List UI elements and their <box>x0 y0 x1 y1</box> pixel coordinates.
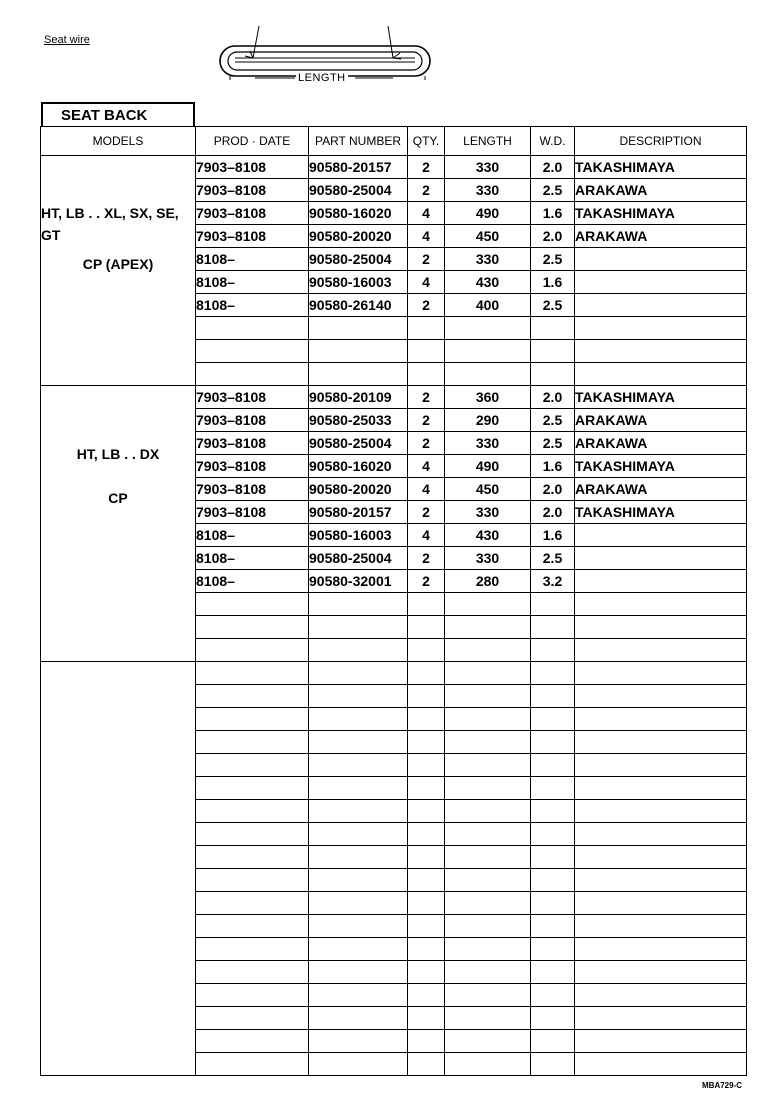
row-length: 330 <box>445 501 531 524</box>
row-qty <box>408 984 445 1007</box>
row-prod-date: 7903–8108 <box>196 432 309 455</box>
row-wd <box>531 915 575 938</box>
row-part-number <box>309 777 408 800</box>
row-prod-date <box>196 363 309 386</box>
row-wd: 2.0 <box>531 501 575 524</box>
row-qty <box>408 363 445 386</box>
row-wd <box>531 777 575 800</box>
row-prod-date: 8108– <box>196 294 309 317</box>
row-part-number: 90580-25004 <box>309 432 408 455</box>
row-wd: 1.6 <box>531 202 575 225</box>
models-line: HT, LB . . DX <box>76 446 160 462</box>
row-wd: 2.5 <box>531 547 575 570</box>
row-description <box>575 1007 747 1030</box>
row-wd <box>531 892 575 915</box>
row-prod-date <box>196 685 309 708</box>
row-qty <box>408 731 445 754</box>
row-length <box>445 961 531 984</box>
figure-code: MBA729-C <box>702 1081 743 1090</box>
row-wd <box>531 823 575 846</box>
row-wd <box>531 616 575 639</box>
row-description <box>575 317 747 340</box>
row-prod-date <box>196 1007 309 1030</box>
row-prod-date: 7903–8108 <box>196 202 309 225</box>
row-description <box>575 915 747 938</box>
row-qty: 2 <box>408 248 445 271</box>
row-prod-date <box>196 961 309 984</box>
row-part-number <box>309 662 408 685</box>
row-wd <box>531 317 575 340</box>
row-length: 430 <box>445 524 531 547</box>
row-prod-date <box>196 662 309 685</box>
row-prod-date: 8108– <box>196 570 309 593</box>
row-part-number: 90580-26140 <box>309 294 408 317</box>
row-description <box>575 892 747 915</box>
length-label: LENGTH <box>298 72 346 84</box>
row-part-number: 90580-20157 <box>309 501 408 524</box>
row-wd: 2.5 <box>531 248 575 271</box>
row-description <box>575 685 747 708</box>
row-qty: 2 <box>408 570 445 593</box>
row-length <box>445 869 531 892</box>
row-length: 330 <box>445 432 531 455</box>
row-part-number: 90580-16003 <box>309 271 408 294</box>
col-models: MODELS <box>41 127 196 156</box>
row-wd: 1.6 <box>531 455 575 478</box>
row-part-number <box>309 892 408 915</box>
row-qty <box>408 317 445 340</box>
row-length: 490 <box>445 202 531 225</box>
row-prod-date <box>196 984 309 1007</box>
row-qty <box>408 616 445 639</box>
row-part-number <box>309 593 408 616</box>
row-wd <box>531 869 575 892</box>
row-description <box>575 616 747 639</box>
row-length <box>445 984 531 1007</box>
row-length: 450 <box>445 478 531 501</box>
row-wd <box>531 1030 575 1053</box>
row-prod-date: 8108– <box>196 547 309 570</box>
row-length: 450 <box>445 225 531 248</box>
models-line: CP <box>108 490 128 506</box>
row-part-number <box>309 984 408 1007</box>
row-part-number <box>309 938 408 961</box>
row-wd <box>531 363 575 386</box>
models-cell <box>41 386 196 662</box>
row-part-number: 90580-25004 <box>309 179 408 202</box>
row-description <box>575 340 747 363</box>
row-part-number <box>309 754 408 777</box>
row-wd: 3.2 <box>531 570 575 593</box>
row-qty: 2 <box>408 501 445 524</box>
row-qty: 4 <box>408 225 445 248</box>
row-prod-date: 8108– <box>196 271 309 294</box>
row-description: TAKASHIMAYA <box>575 455 747 478</box>
row-qty <box>408 593 445 616</box>
row-part-number <box>309 685 408 708</box>
row-part-number: 90580-20020 <box>309 225 408 248</box>
row-part-number: 90580-16020 <box>309 455 408 478</box>
row-qty <box>408 1030 445 1053</box>
row-qty <box>408 915 445 938</box>
row-wd: 2.5 <box>531 294 575 317</box>
row-prod-date: 7903–8108 <box>196 409 309 432</box>
row-description <box>575 271 747 294</box>
row-wd <box>531 1007 575 1030</box>
row-qty <box>408 1053 445 1076</box>
row-description: ARAKAWA <box>575 409 747 432</box>
row-prod-date <box>196 593 309 616</box>
row-length: 290 <box>445 409 531 432</box>
row-length: 400 <box>445 294 531 317</box>
row-description <box>575 662 747 685</box>
row-length <box>445 708 531 731</box>
row-length <box>445 938 531 961</box>
row-prod-date <box>196 754 309 777</box>
row-prod-date: 7903–8108 <box>196 179 309 202</box>
row-length <box>445 1007 531 1030</box>
row-qty <box>408 892 445 915</box>
row-wd <box>531 800 575 823</box>
row-description <box>575 248 747 271</box>
row-prod-date: 7903–8108 <box>196 501 309 524</box>
row-wd <box>531 731 575 754</box>
row-part-number: 90580-25004 <box>309 547 408 570</box>
row-description <box>575 1053 747 1076</box>
row-part-number: 90580-16003 <box>309 524 408 547</box>
row-qty <box>408 708 445 731</box>
row-wd: 2.5 <box>531 432 575 455</box>
row-part-number: 90580-20109 <box>309 386 408 409</box>
row-length <box>445 800 531 823</box>
seat-wire-table <box>40 126 747 1076</box>
row-prod-date <box>196 777 309 800</box>
row-prod-date <box>196 800 309 823</box>
row-prod-date <box>196 639 309 662</box>
row-prod-date <box>196 317 309 340</box>
row-description <box>575 800 747 823</box>
table-row <box>41 662 747 685</box>
row-qty: 2 <box>408 432 445 455</box>
row-prod-date <box>196 823 309 846</box>
row-length: 430 <box>445 271 531 294</box>
row-length <box>445 363 531 386</box>
row-part-number <box>309 1030 408 1053</box>
row-length: 330 <box>445 248 531 271</box>
row-description <box>575 639 747 662</box>
row-wd <box>531 846 575 869</box>
section-title-text: SEAT BACK <box>61 107 148 124</box>
row-wd: 2.0 <box>531 225 575 248</box>
row-part-number: 90580-20157 <box>309 156 408 179</box>
row-length <box>445 340 531 363</box>
row-length <box>445 662 531 685</box>
row-part-number <box>309 915 408 938</box>
row-qty <box>408 800 445 823</box>
row-description <box>575 731 747 754</box>
row-qty: 2 <box>408 409 445 432</box>
row-prod-date <box>196 1053 309 1076</box>
row-qty: 2 <box>408 386 445 409</box>
row-part-number <box>309 639 408 662</box>
row-wd <box>531 938 575 961</box>
row-part-number <box>309 800 408 823</box>
row-length <box>445 731 531 754</box>
row-prod-date: 7903–8108 <box>196 225 309 248</box>
row-wd <box>531 662 575 685</box>
row-description <box>575 524 747 547</box>
row-prod-date <box>196 892 309 915</box>
row-description: ARAKAWA <box>575 432 747 455</box>
row-length <box>445 846 531 869</box>
row-prod-date <box>196 938 309 961</box>
row-length: 330 <box>445 156 531 179</box>
row-qty <box>408 777 445 800</box>
row-length <box>445 777 531 800</box>
row-prod-date <box>196 616 309 639</box>
row-prod-date: 8108– <box>196 248 309 271</box>
models-cell <box>41 156 196 386</box>
row-wd: 2.0 <box>531 386 575 409</box>
row-description: TAKASHIMAYA <box>575 156 747 179</box>
row-wd <box>531 593 575 616</box>
row-qty: 4 <box>408 455 445 478</box>
row-part-number <box>309 708 408 731</box>
row-wd: 2.5 <box>531 179 575 202</box>
row-wd <box>531 685 575 708</box>
row-part-number <box>309 1053 408 1076</box>
row-part-number <box>309 823 408 846</box>
row-part-number <box>309 616 408 639</box>
row-description <box>575 1030 747 1053</box>
row-qty: 4 <box>408 478 445 501</box>
row-length <box>445 1053 531 1076</box>
row-description <box>575 570 747 593</box>
col-part-number: PART NUMBER <box>309 127 408 156</box>
row-description: ARAKAWA <box>575 225 747 248</box>
row-prod-date <box>196 340 309 363</box>
row-wd <box>531 340 575 363</box>
row-length <box>445 639 531 662</box>
models-line: GT <box>41 227 61 243</box>
row-part-number: 90580-25004 <box>309 248 408 271</box>
row-description: TAKASHIMAYA <box>575 386 747 409</box>
row-prod-date: 7903–8108 <box>196 455 309 478</box>
row-description: TAKASHIMAYA <box>575 202 747 225</box>
row-description <box>575 984 747 1007</box>
row-part-number <box>309 340 408 363</box>
row-qty <box>408 846 445 869</box>
row-description <box>575 938 747 961</box>
row-qty: 4 <box>408 524 445 547</box>
row-prod-date <box>196 915 309 938</box>
row-part-number: 90580-25033 <box>309 409 408 432</box>
row-qty <box>408 938 445 961</box>
row-description <box>575 708 747 731</box>
row-part-number: 90580-20020 <box>309 478 408 501</box>
row-qty: 2 <box>408 156 445 179</box>
row-length <box>445 685 531 708</box>
models-cell <box>41 662 196 1076</box>
row-length: 280 <box>445 570 531 593</box>
row-part-number <box>309 731 408 754</box>
col-qty: QTY. <box>408 127 445 156</box>
col-description: DESCRIPTION <box>575 127 747 156</box>
row-qty: 4 <box>408 202 445 225</box>
row-part-number <box>309 317 408 340</box>
row-description <box>575 823 747 846</box>
table-row <box>41 386 747 409</box>
row-length: 360 <box>445 386 531 409</box>
row-prod-date: 7903–8108 <box>196 478 309 501</box>
row-qty <box>408 754 445 777</box>
table-row <box>41 156 747 179</box>
row-part-number <box>309 846 408 869</box>
row-wd <box>531 961 575 984</box>
diagram-label: Seat wire <box>44 34 90 46</box>
row-wd <box>531 639 575 662</box>
models-line: CP (APEX) <box>82 256 154 272</box>
row-prod-date <box>196 869 309 892</box>
row-qty <box>408 823 445 846</box>
row-qty <box>408 1007 445 1030</box>
row-qty: 2 <box>408 294 445 317</box>
row-length <box>445 1030 531 1053</box>
col-length: LENGTH <box>445 127 531 156</box>
row-length: 330 <box>445 179 531 202</box>
row-length <box>445 593 531 616</box>
row-wd: 1.6 <box>531 271 575 294</box>
row-length <box>445 754 531 777</box>
row-qty <box>408 639 445 662</box>
row-wd: 2.0 <box>531 156 575 179</box>
header-row <box>41 127 747 156</box>
row-description <box>575 547 747 570</box>
row-description <box>575 961 747 984</box>
col-wd: W.D. <box>531 127 575 156</box>
row-prod-date <box>196 731 309 754</box>
row-description <box>575 363 747 386</box>
row-description <box>575 869 747 892</box>
section-title <box>41 102 195 126</box>
row-length: 330 <box>445 547 531 570</box>
row-length <box>445 915 531 938</box>
row-wd <box>531 1053 575 1076</box>
row-wd: 1.6 <box>531 524 575 547</box>
row-description: ARAKAWA <box>575 179 747 202</box>
row-description <box>575 593 747 616</box>
row-part-number <box>309 869 408 892</box>
row-description <box>575 846 747 869</box>
row-description <box>575 754 747 777</box>
row-part-number <box>309 961 408 984</box>
row-qty: 2 <box>408 179 445 202</box>
row-qty <box>408 662 445 685</box>
row-prod-date: 7903–8108 <box>196 156 309 179</box>
row-description <box>575 294 747 317</box>
row-wd: 2.0 <box>531 478 575 501</box>
row-qty: 2 <box>408 547 445 570</box>
row-qty <box>408 340 445 363</box>
row-length <box>445 892 531 915</box>
row-part-number: 90580-16020 <box>309 202 408 225</box>
row-qty: 4 <box>408 271 445 294</box>
row-length <box>445 823 531 846</box>
row-prod-date <box>196 708 309 731</box>
row-wd <box>531 984 575 1007</box>
row-prod-date <box>196 846 309 869</box>
row-description: ARAKAWA <box>575 478 747 501</box>
models-line: HT, LB . . XL, SX, SE, <box>41 205 179 221</box>
col-prod-date: PROD · DATE <box>196 127 309 156</box>
row-description <box>575 777 747 800</box>
row-qty <box>408 685 445 708</box>
row-length: 490 <box>445 455 531 478</box>
row-part-number <box>309 1007 408 1030</box>
row-wd: 2.5 <box>531 409 575 432</box>
row-length <box>445 616 531 639</box>
row-qty <box>408 869 445 892</box>
row-description: TAKASHIMAYA <box>575 501 747 524</box>
row-part-number: 90580-32001 <box>309 570 408 593</box>
row-prod-date: 8108– <box>196 524 309 547</box>
row-wd <box>531 754 575 777</box>
row-wd <box>531 708 575 731</box>
row-prod-date: 7903–8108 <box>196 386 309 409</box>
row-prod-date <box>196 1030 309 1053</box>
row-length <box>445 317 531 340</box>
row-part-number <box>309 363 408 386</box>
row-qty <box>408 961 445 984</box>
